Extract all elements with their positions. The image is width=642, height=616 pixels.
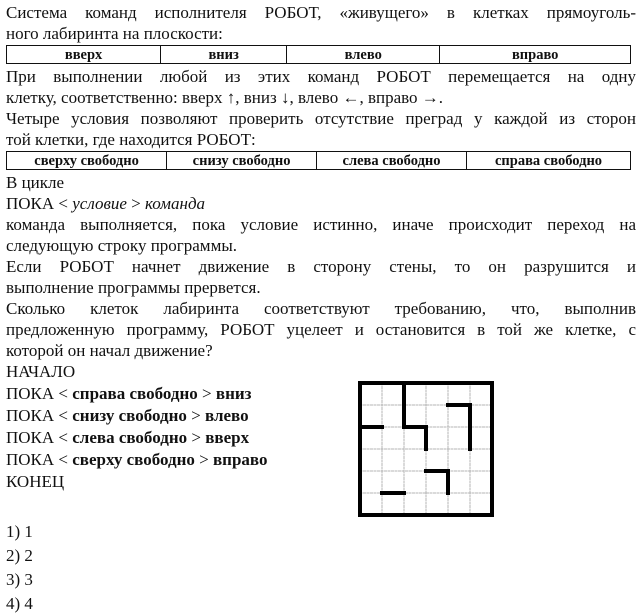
intro-line-2: ного лабиринта на плоскости: [6, 24, 223, 43]
program-line [6, 427, 636, 449]
cond-right-cell: справа свободно [467, 152, 631, 170]
program-cmd: вниз [215, 384, 252, 403]
loop-syntax [6, 193, 636, 214]
program-line [6, 383, 636, 405]
cond-bottom-cell: снизу свободно [167, 152, 317, 170]
program-cond: сверху свободно [72, 450, 195, 469]
warning-line-1: Если РОБОТ начнет движение в сторону стены, то он разрушится и [6, 257, 636, 276]
program-kw: ПОКА [6, 450, 55, 469]
cond-top-cell: сверху свободно [7, 152, 167, 170]
program-lt: < [58, 384, 69, 403]
program-kw: ПОКА [6, 406, 55, 425]
program-end: КОНЕЦ [6, 472, 65, 491]
conditions-table [6, 151, 631, 170]
program-lt: < [58, 406, 69, 425]
move-right-cell: вправо [440, 46, 631, 64]
program-kw: ПОКА [6, 428, 55, 447]
question-line-3: которой он начал движение? [6, 341, 213, 360]
answer-option-4[interactable]: 4) 4 [6, 594, 33, 613]
answer-option-2[interactable]: 2) 2 [6, 546, 33, 565]
program-gt: > [191, 406, 201, 425]
answer-options [6, 520, 33, 616]
loop-gt: > [131, 194, 141, 213]
program-kw: ПОКА [6, 384, 55, 403]
program-cmd: вверх [205, 428, 250, 447]
maze-diagram [357, 380, 497, 520]
program-line [6, 449, 636, 471]
cond-desc-line-1: Четыре условия позволяют проверить отсутствие преград у каждой из сторон [6, 109, 636, 128]
loop-cond-word: условие [72, 194, 127, 213]
loop-title: В цикле [6, 173, 65, 192]
program-line [6, 405, 636, 427]
answer-option-3[interactable]: 3) 3 [6, 570, 33, 589]
program-gt: > [199, 450, 209, 469]
loop-desc-line-2: следующую строку программы. [6, 236, 237, 255]
program-gt: > [202, 384, 212, 403]
move-desc-line-2: клетку, соответственно: вверх ↑, вниз ↓, влево ←, вправо →. [6, 88, 444, 107]
move-left-cell: влево [287, 46, 440, 64]
intro-line-1: Система команд исполнителя РОБОТ, «живущего» в клетках прямоуголь- [6, 3, 636, 22]
warning-line-2: выполнение программы прервется. [6, 278, 261, 297]
program-lt: < [58, 428, 69, 447]
answer-option-1[interactable]: 1) 1 [6, 522, 33, 541]
program-cmd: вправо [212, 450, 268, 469]
question-line-1: Сколько клеток лабиринта соответствуют требованию, что, выполнив [6, 299, 636, 318]
loop-poka: ПОКА [6, 194, 55, 213]
move-desc-line-1: При выполнении любой из этих команд РОБОТ перемещается на одну [6, 67, 636, 86]
move-up-cell: вверх [7, 46, 161, 64]
loop-cmd-word: команда [145, 194, 206, 213]
program-start: НАЧАЛО [6, 362, 76, 381]
loop-desc-line-1: команда выполняется, пока условие истинно, иначе происходит переход на [6, 215, 636, 234]
program-cond: снизу свободно [72, 406, 187, 425]
move-down-cell: вниз [161, 46, 287, 64]
question-line-2: предложенную программу, РОБОТ уцелеет и остановится в той же клетке, с [6, 320, 636, 339]
program-gt: > [191, 428, 201, 447]
program-lt: < [58, 450, 69, 469]
moves-table [6, 45, 631, 64]
cond-desc-line-2: той клетки, где находится РОБОТ: [6, 130, 256, 149]
loop-lt: < [58, 194, 69, 213]
program-cond: слева свободно [72, 428, 188, 447]
program-block [6, 361, 636, 493]
program-cond: справа свободно [72, 384, 198, 403]
cond-left-cell: слева свободно [316, 152, 466, 170]
program-cmd: влево [205, 406, 249, 425]
task-page [6, 2, 636, 493]
